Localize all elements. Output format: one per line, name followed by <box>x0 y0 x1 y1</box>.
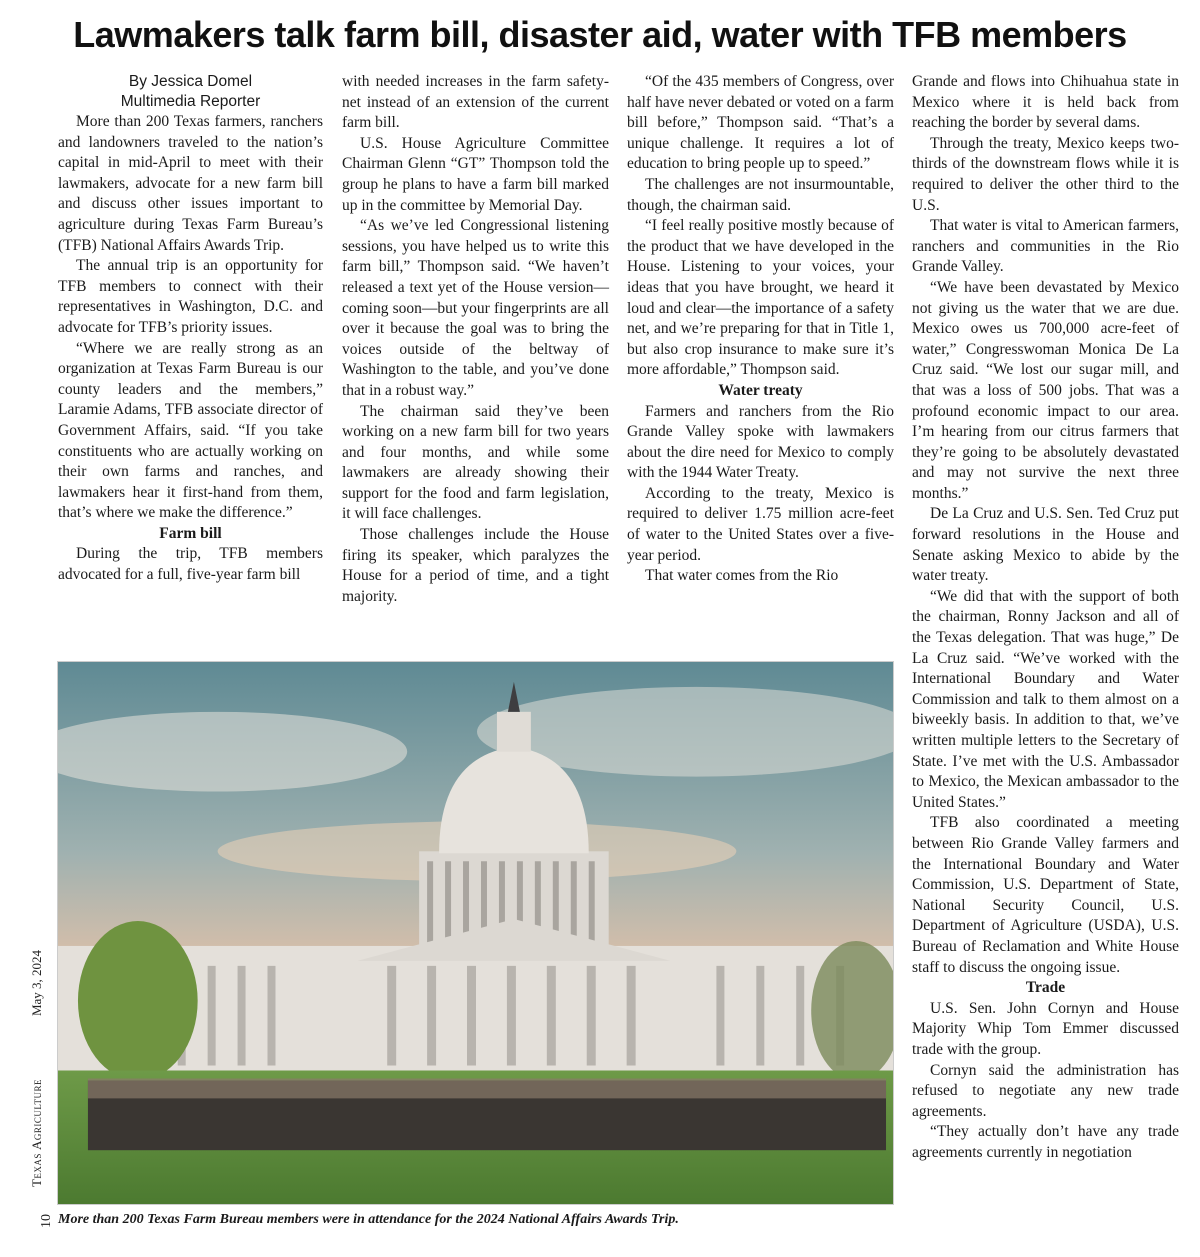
paragraph: “We have been devastated by Mexico not giving us the water that we are due. Mexico owes us 700,000 acre-feet of water,” Congresswoman Monica De La Cruz said. “We lost our sugar mill, and that was a loss of 500 jobs. That was a profound economic impact to our area. I’m hearing from our citrus farmers that they’re going to be absolutely devastated and may not survive the next three months.” <box>912 278 1179 502</box>
issue-date: May 3, 2024 <box>29 949 44 1017</box>
paragraph: Those challenges include the House firing its speaker, which paralyzes the House for a period of time, and a tight majority. <box>342 526 609 605</box>
article-column-2 <box>342 72 609 607</box>
subheading-trade: Trade <box>1025 979 1066 997</box>
article-column-3 <box>627 72 894 587</box>
paragraph: Cornyn said the administration has refused to negotiate any new trade agreements. <box>912 1061 1179 1120</box>
paragraph: “Where we are really strong as an organization at Texas Farm Bureau is our county leaders and the members,” Laramie Adams, TFB associate director of Government Affairs, said. “If you take constituents who are actually working on their own farms and ranches, and lawmakers hear it first-hand from them, that’s where we make the difference.” <box>58 339 323 522</box>
paragraph: That water is vital to American farmers, ranchers and communities in the Rio Grande Valley. <box>912 217 1179 276</box>
paragraph: De La Cruz and U.S. Sen. Ted Cruz put forward resolutions in the House and Senate asking Mexico to abide by the water treaty. <box>912 505 1179 585</box>
paragraph: “I feel really positive mostly because of the product that we have developed in the House. Listening to your voices, your ideas that you have brought, we heard it loud and clear—the importance of a safety net, and we’re preparing for that in Title 1, but also crop insurance to make sure it’s more affordable,” Thompson said. <box>627 217 894 379</box>
byline-author: By Jessica Domel <box>128 73 253 90</box>
paragraph: Farmers and ranchers from the Rio Grande Valley spoke with lawmakers about the dire need for Mexico to comply with the 1944 Water Treaty. <box>627 402 894 482</box>
paragraph: “As we’ve led Congressional listening sessions, you have helped us to write this farm bill,” Thompson said. “We haven’t released a text yet of the House version—coming soon—but your fingerprints are all over it because the goal was to bring the voices outside of the beltway of Washington to the table, and you’ve done that in a robust way.” <box>342 217 609 399</box>
paragraph: U.S. House Agriculture Committee Chairman Glenn “GT” Thompson told the group he plans to have a farm bill marked up in the committee by Memorial Day. <box>342 134 609 214</box>
paragraph: That water comes from the Rio <box>645 567 839 585</box>
paragraph: “We did that with the support of both the chairman, Ronny Jackson and all of the Texas delegation. That was huge,” De La Cruz said. “We’ve worked with the International Boundary and Water Commission and talk to them almost on a biweekly basis. In addition to that, we’ve written multiple letters to the Secretary of State. I’ve met with the U.S. Ambassador to Mexico, the Mexican ambassador to the United States.” <box>912 587 1179 811</box>
subheading-water-treaty: Water treaty <box>718 381 803 399</box>
paragraph: U.S. Sen. John Cornyn and House Majority Whip Tom Emmer discussed trade with the group. <box>912 999 1179 1058</box>
tree <box>78 921 198 1080</box>
byline <box>58 72 323 112</box>
paragraph: with needed increases in the farm safety-net instead of an extension of the current farm bill. <box>342 73 609 132</box>
paragraph: The chairman said they’ve been working on a new farm bill for two years and four months, and while some lawmakers are already showing their support for the food and farm legislation, it will face challenges. <box>342 402 609 523</box>
subheading-farm-bill: Farm bill <box>159 524 222 542</box>
page-number: 10 <box>39 1214 54 1228</box>
article-column-1 <box>58 72 323 586</box>
crowd-of-members <box>88 1078 886 1150</box>
article-column-4 <box>912 72 1179 1163</box>
paragraph: More than 200 Texas farmers, ranchers and landowners traveled to the nation’s capital in mid-April to meet with their lawmakers, advocate for a new farm bill and discuss other issues important to agriculture during Texas Farm Bureau’s (TFB) National Affairs Awards Trip. <box>58 113 323 254</box>
paragraph: According to the treaty, Mexico is required to deliver 1.75 million acre-feet of water to the United States over a five-year period. <box>627 484 894 564</box>
capitol-illustration <box>58 662 893 1204</box>
capitol-group-photo <box>57 661 894 1205</box>
paragraph: During the trip, TFB members advocated for a full, five-year farm bill <box>58 545 323 584</box>
photo-caption: More than 200 Texas Farm Bureau members were in attendance for the 2024 National Affairs Awards Trip. <box>58 1212 679 1227</box>
paragraph: “They actually don’t have any trade agreements currently in negotiation <box>912 1123 1179 1161</box>
paragraph: The challenges are not insurmountable, though, the chairman said. <box>627 175 894 214</box>
dome-lantern <box>497 712 531 752</box>
paragraph: Through the treaty, Mexico keeps two-thirds of the downstream flows while it is required to deliver the other third to the U.S. <box>912 134 1179 214</box>
byline-role: Multimedia Reporter <box>120 93 261 110</box>
paragraph: Grande and flows into Chihuahua state in Mexico where it is held back from reaching the border by several dams. <box>912 73 1179 132</box>
paragraph: “Of the 435 members of Congress, over half have never debated or voted on a farm bill before,” Thompson said. “That’s a unique challenge. It requires a lot of education to bring people up to speed.” <box>627 73 894 173</box>
headline: Lawmakers talk farm bill, disaster aid, water with TFB members <box>73 14 1127 55</box>
paragraph: The annual trip is an opportunity for TFB members to connect with their representatives in Washington, D.C. and advocate for TFB’s priority issues. <box>58 257 323 336</box>
paragraph: TFB also coordinated a meeting between Rio Grande Valley farmers and the International Boundary and Water Commission, U.S. Department of State, National Security Council, U.S. Department of Agriculture (USDA), U.S. Bureau of Reclamation and White House staff to discuss the ongoing issue. <box>912 814 1179 976</box>
publication-name: Texas Agriculture <box>29 1078 44 1188</box>
